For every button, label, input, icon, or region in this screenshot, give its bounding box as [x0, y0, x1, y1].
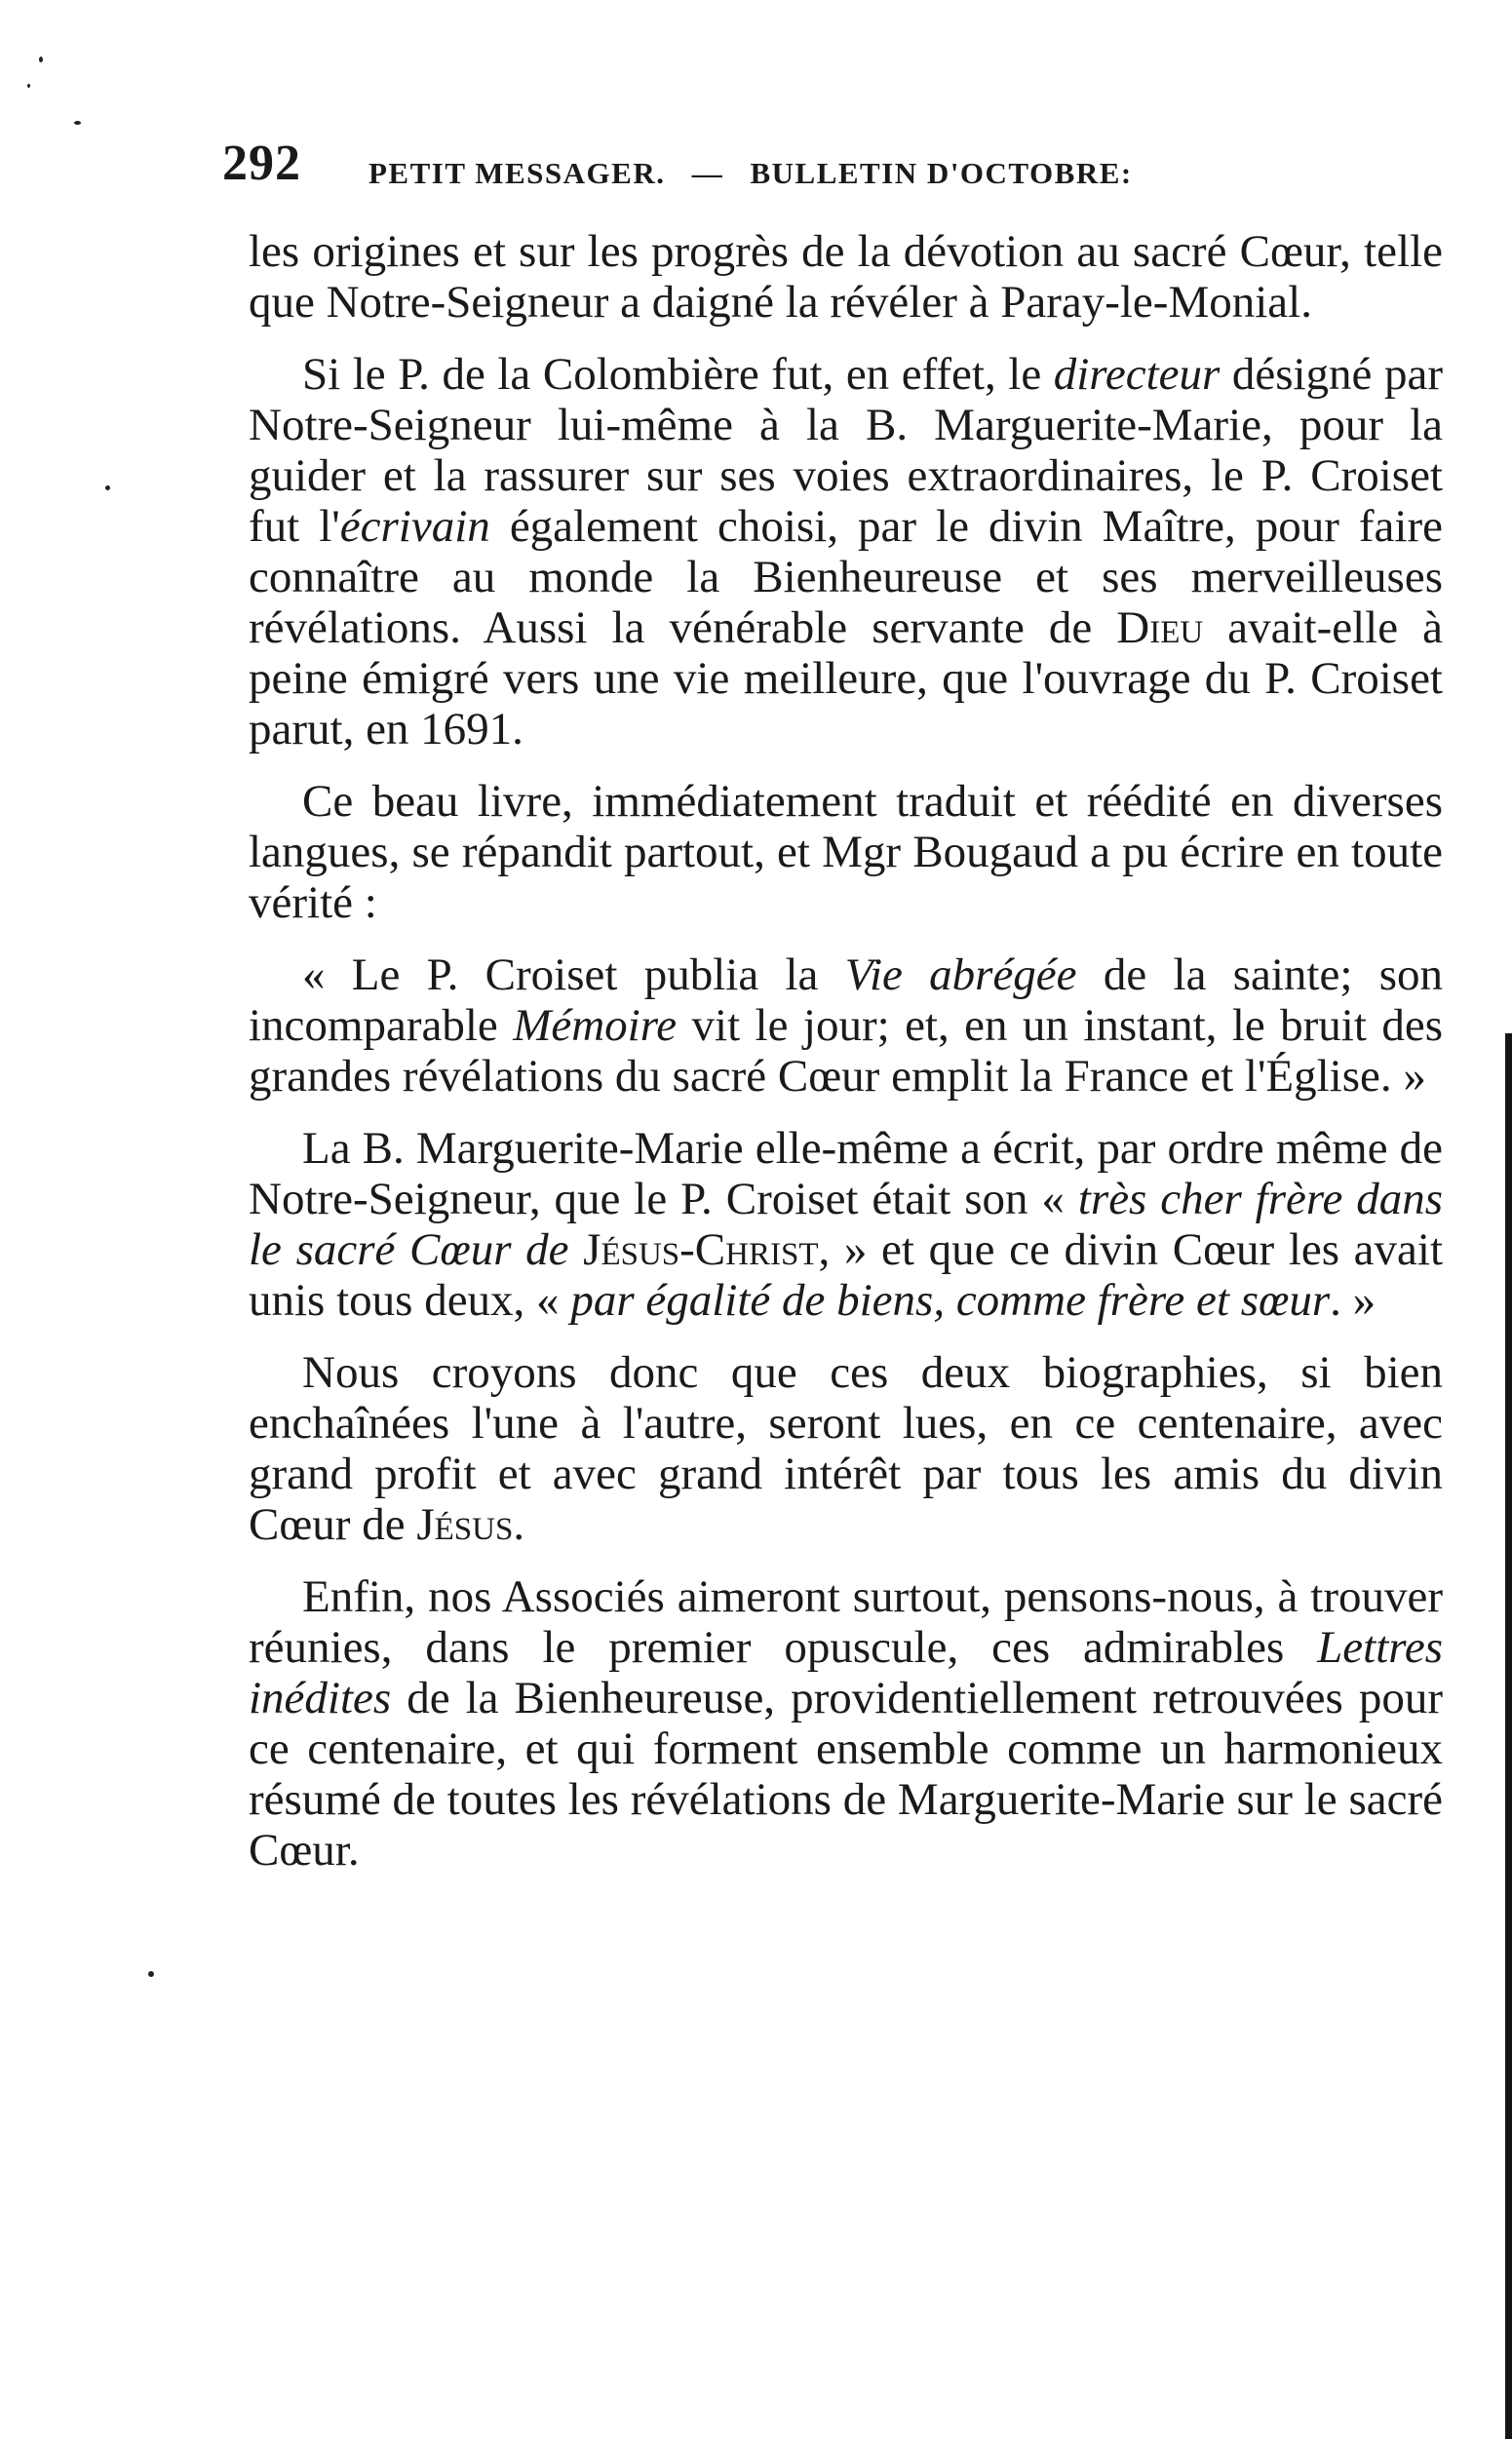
- running-title-left: PETIT MESSAGER.: [368, 156, 666, 190]
- paragraph: les origines et sur les progrès de la dévotion au sacré Cœur, telle que Notre-Seigneur a daigné la révéler à Paray-le-Monial.: [249, 226, 1443, 328]
- emphasis: Vie abrégée: [844, 949, 1077, 1000]
- small-caps: Dieu: [1116, 602, 1204, 653]
- running-header: [222, 135, 1304, 192]
- quote-paragraph: « Le P. Croiset publia la Vie abrégée de la sainte; son incomparable Mémoire vit le jour; et, en un instant, le bruit des grandes révélations du sacré Cœur emplit la France et l'Église. »: [249, 949, 1444, 1102]
- emphasis: Mémoire: [513, 1000, 678, 1051]
- scan-speck: [39, 57, 43, 62]
- body-text: [249, 226, 1443, 1897]
- paragraph: Nous croyons donc que ces deux biographies, si bien enchaînées l'une à l'autre, seront lues, en ce centenaire, avec grand profit et avec grand intérêt par tous les amis du divin Cœur de Jésus.: [249, 1347, 1443, 1550]
- scan-speck: [148, 1971, 154, 1977]
- emphasis: écrivain: [339, 501, 490, 552]
- paragraph: La B. Marguerite-Marie elle-même a écrit, par ordre même de Notre-Seigneur, que le P. Croiset était son « très cher frère dans le sacré Cœur de Jésus-Christ, » et que ce divin Cœur les avait unis tous deux, « par égalité de biens, comme frère et sœur. »: [249, 1123, 1444, 1326]
- scan-speck: [74, 121, 81, 125]
- scan-speck: [105, 485, 110, 490]
- small-caps: Jésus: [416, 1499, 514, 1550]
- paragraph: Ce beau livre, immédiatement traduit et réédité en diverses langues, se répandit partout, et Mgr Bougaud a pu écrire en toute vérité :: [249, 776, 1443, 928]
- running-title-right: BULLETIN D'OCTOBRE:: [750, 156, 1133, 190]
- title-separator: —: [691, 156, 724, 190]
- emphasis: Lettres inédites: [249, 1622, 1443, 1723]
- emphasis: très cher frère dans le sacré Cœur de: [249, 1174, 1444, 1275]
- emphasis: par égalité de biens, comme frère et sœur: [570, 1275, 1331, 1326]
- paragraph: Si le P. de la Colombière fut, en effet, le directeur désigné par Notre-Seigneur lui-même à la B. Marguerite-Marie, pour la guider et la rassurer sur ses voies extraordinaires, le P. Croiset fut l'écrivain également choisi, par le divin Maître, pour faire connaître au monde la Bienheureuse et ses merveilleuses révélations. Aussi la vénérable servante de Dieu avait-elle à peine émigré vers une vie meilleure, que l'ouvrage du P. Croiset parut, en 1691.: [249, 349, 1443, 755]
- page-number: 292: [222, 136, 301, 191]
- small-caps: Jésus-Christ: [583, 1224, 819, 1275]
- running-title: [368, 156, 1133, 191]
- page-edge-shadow: [1505, 1033, 1512, 2439]
- paragraph: Enfin, nos Associés aimeront surtout, pensons-nous, à trouver réunies, dans le premier opuscule, ces admirables Lettres inédites de la Bienheureuse, providentiellement retrouvées pour ce centenaire, et qui forment ensemble comme un harmonieux résumé de toutes les révélations de Marguerite-Marie sur le sacré Cœur.: [249, 1571, 1443, 1876]
- scan-speck: [27, 84, 30, 88]
- emphasis: directeur: [1053, 349, 1221, 400]
